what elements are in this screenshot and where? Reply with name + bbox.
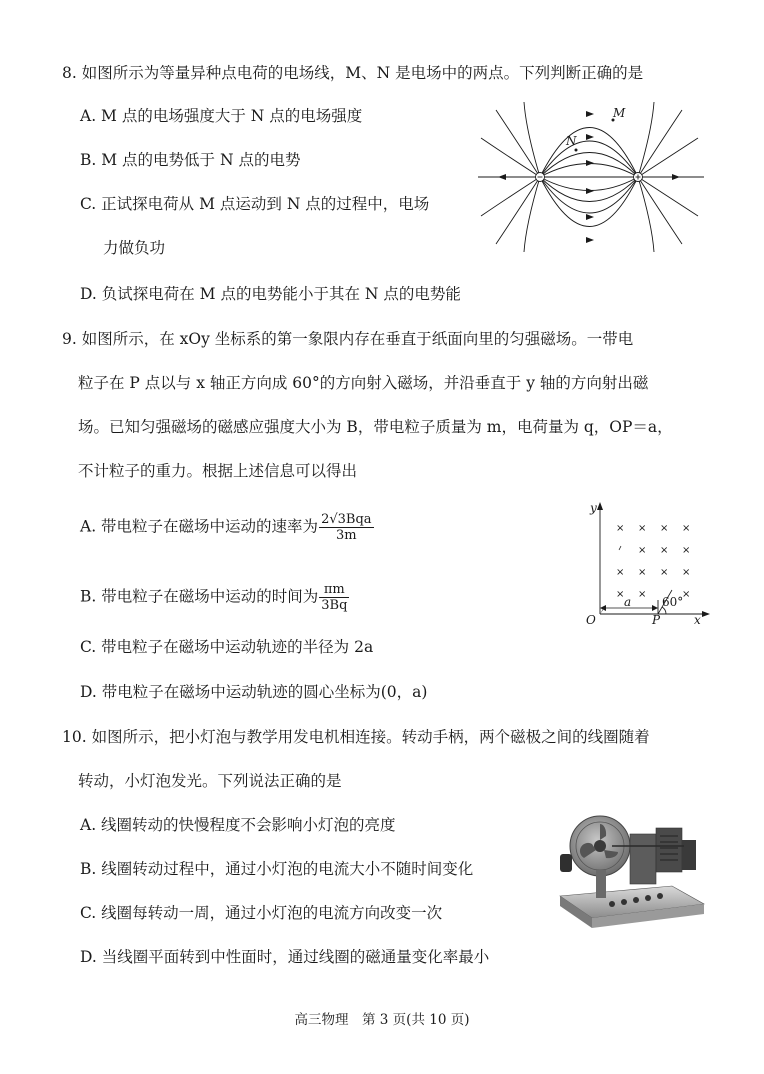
field-mark: × <box>682 589 691 600</box>
q10-option-d: D. 当线圈平面转到中性面时，通过线圈的磁通量变化率最小 <box>80 948 490 966</box>
q8-option-c: C. 正试探电荷从 M 点运动到 N 点的过程中，电场 <box>80 195 430 213</box>
q9-stem-1: 9. 如图所示，在 xOy 坐标系的第一象限内存在垂直于纸面向里的匀强磁场。一带电 <box>62 330 634 348</box>
field-mark: × <box>616 589 625 600</box>
q9-option-a-denominator: 3m <box>335 528 357 543</box>
q9-option-a <box>80 512 374 543</box>
q9-axis-y: y <box>590 501 597 515</box>
q9-field-figure <box>582 500 712 628</box>
q8-option-c-continued: 力做负功 <box>103 239 166 257</box>
q9-origin: O <box>586 613 596 627</box>
field-mark: × <box>660 567 669 578</box>
q9-option-b-fraction <box>319 582 349 613</box>
field-mark: × <box>660 545 669 556</box>
field-mark: × <box>660 523 669 534</box>
field-mark: × <box>616 523 625 534</box>
field-mark: × <box>638 523 647 534</box>
q9-option-a-text: A. 带电粒子在磁场中运动的速率为 <box>80 517 319 536</box>
q9-option-d: D. 带电粒子在磁场中运动轨迹的圆心坐标为(0，a) <box>80 683 428 701</box>
page-footer: 高三物理 第 3 页(共 10 页) <box>294 1012 470 1028</box>
q10-generator-photo <box>552 800 710 932</box>
q10-option-b: B. 线圈转动过程中，通过小灯泡的电流大小不随时间变化 <box>80 860 474 878</box>
q8-label-m: M <box>613 106 626 120</box>
q9-stem-4: 不计粒子的重力。根据上述信息可以得出 <box>78 462 358 480</box>
q9-option-b <box>80 582 349 613</box>
q9-option-a-numerator: 2√3Bqa <box>321 512 372 527</box>
field-mark: × <box>682 523 691 534</box>
q9-stem-3: 场。已知匀强磁场的磁感应强度大小为 B，带电粒子质量为 m，电荷量为 q，OP＝a， <box>78 418 673 436</box>
q9-option-b-denominator: 3Bq <box>321 598 348 613</box>
field-mark: × <box>638 567 647 578</box>
q8-stem: 8. 如图所示为等量异种点电荷的电场线，M、N 是电场中的两点。下列判断正确的是 <box>62 64 644 82</box>
q10-stem-2: 转动，小灯泡发光。下列说法正确的是 <box>78 772 342 790</box>
q9-option-b-text: B. 带电粒子在磁场中运动的时间为 <box>80 587 319 606</box>
q8-option-a: A. M 点的电场强度大于 N 点的电场强度 <box>80 107 363 125</box>
q10-option-a: A. 线圈转动的快慢程度不会影响小灯泡的亮度 <box>80 816 396 834</box>
field-mark: × <box>682 567 691 578</box>
q9-option-a-fraction <box>319 512 373 543</box>
field-mark: × <box>616 567 625 578</box>
field-mark: × <box>638 589 647 600</box>
q9-axis-x: x <box>694 613 701 627</box>
q9-option-b-numerator: πm <box>319 582 349 598</box>
q9-point-p: P <box>652 613 661 627</box>
q9-stem-2: 粒子在 P 点以与 x 轴正方向成 60°的方向射入磁场，并沿垂直于 y 轴的方向射出磁 <box>78 374 649 392</box>
field-mark: × <box>638 545 647 556</box>
q9-option-c: C. 带电粒子在磁场中运动轨迹的半径为 2a <box>80 638 374 656</box>
q9-angle: 60° <box>662 595 684 609</box>
field-mark: × <box>682 545 691 556</box>
q10-option-c: C. 线圈每转动一周，通过小灯泡的电流方向改变一次 <box>80 904 443 922</box>
q10-stem-1: 10. 如图所示，把小灯泡与教学用发电机相连接。转动手柄，两个磁极之间的线圈随着 <box>62 728 650 746</box>
q8-option-d: D. 负试探电荷在 M 点的电势能小于其在 N 点的电势能 <box>80 285 461 303</box>
q8-label-n: N <box>566 134 577 148</box>
q8-option-b: B. M 点的电势低于 N 点的电势 <box>80 151 301 169</box>
q9-segment-a: a <box>624 595 632 609</box>
q8-field-figure <box>476 100 706 260</box>
